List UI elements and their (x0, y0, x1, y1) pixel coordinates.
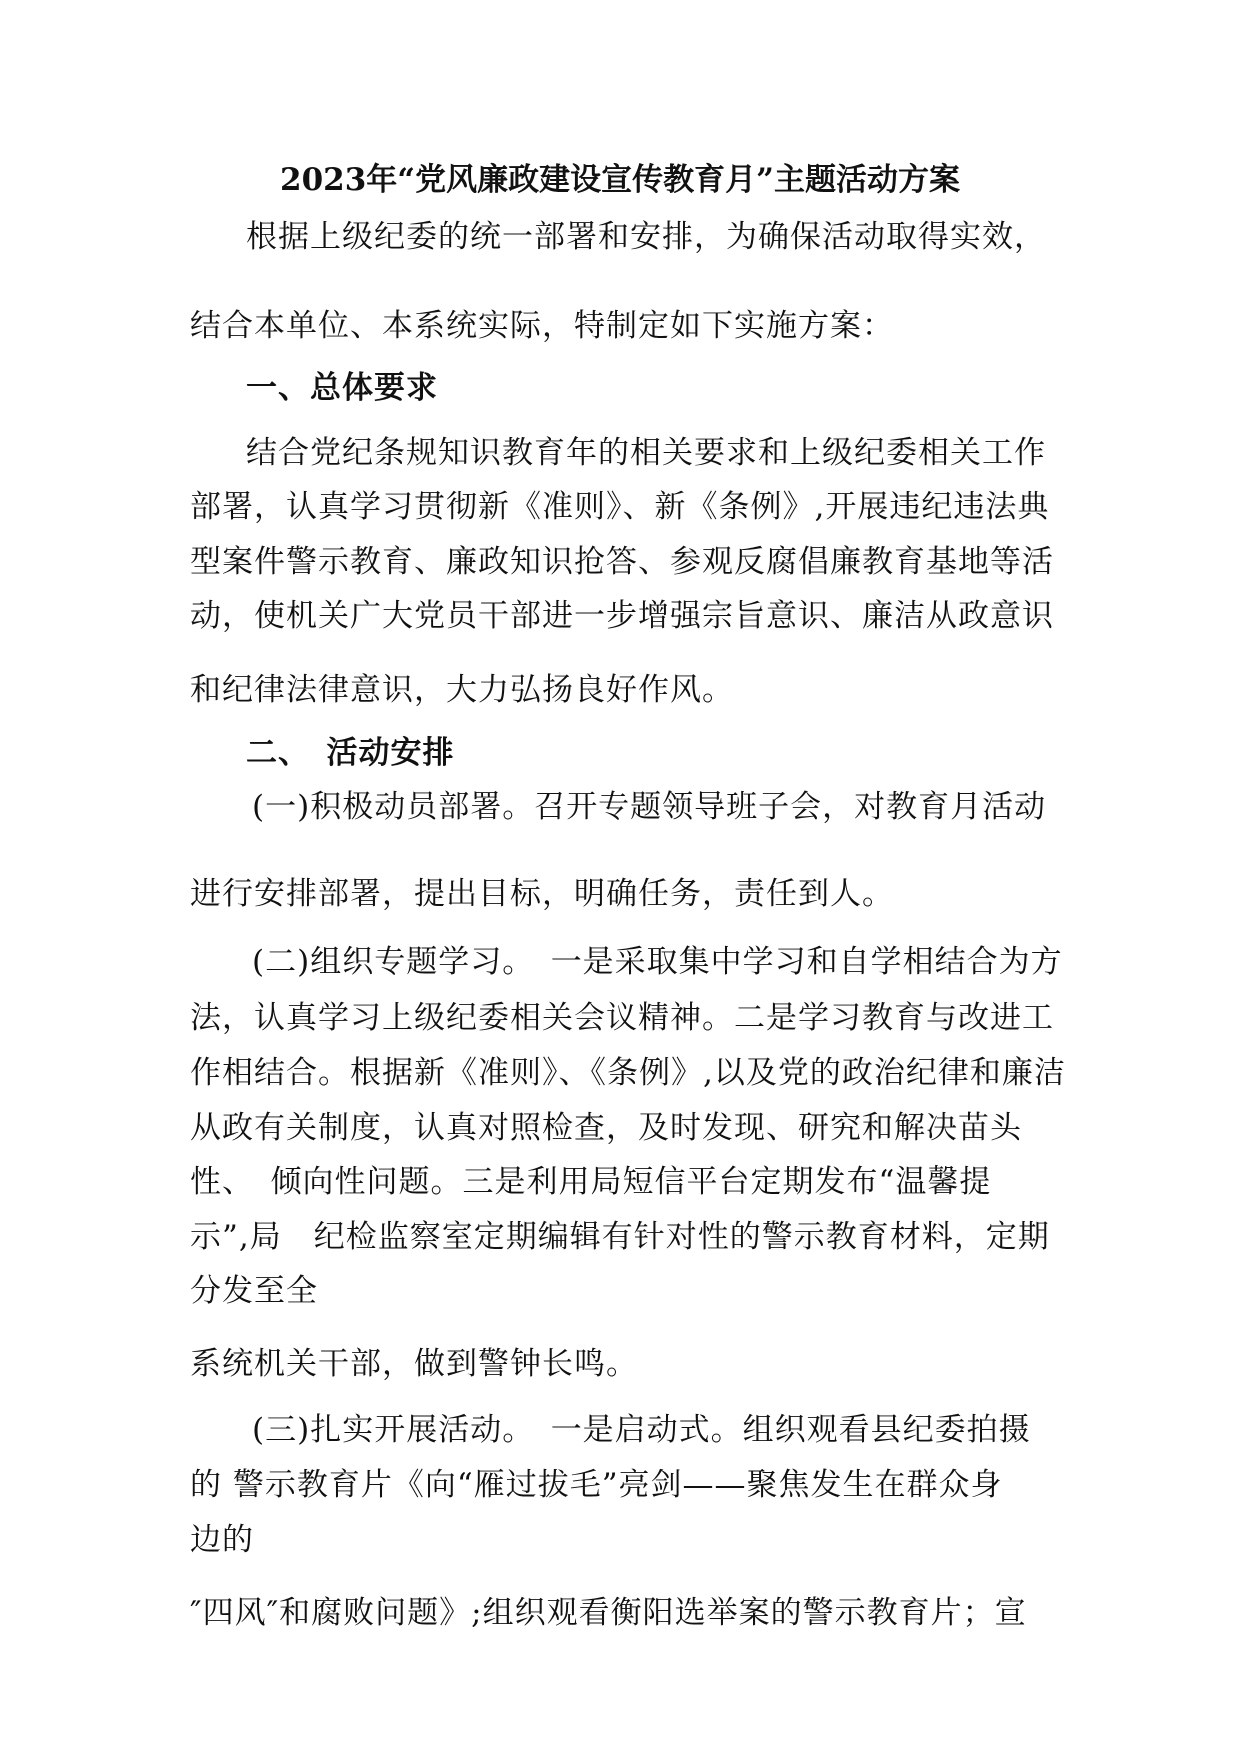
paragraph-line: 动，使机关广大党员干部进一步增强宗旨意识、廉洁从政意识 (190, 598, 1054, 634)
paragraph-line: 结合本单位、本系统实际，特制定如下实施方案： (190, 308, 894, 344)
paragraph-line: 的 警示教育片《向“雁过拔毛”亮剑——聚焦发生在群众身 (190, 1467, 1003, 1503)
paragraph-line: (一)积极动员部署。召开专题领导班子会，对教育月活动 (252, 789, 1047, 825)
paragraph-line: 和纪律法律意识，大力弘扬良好作风。 (190, 672, 734, 708)
paragraph-line: 系统机关干部，做到警钟长鸣。 (190, 1346, 638, 1382)
paragraph-line: 根据上级纪委的统一部署和安排，为确保活动取得实效， (246, 219, 1046, 255)
paragraph-line: 示”,局 纪检监察室定期编辑有针对性的警示教育材料，定期 (190, 1219, 1050, 1255)
paragraph-line: (二)组织专题学习。 一是采取集中学习和自学相结合为方 (252, 944, 1063, 980)
section-heading-overall-requirements: 一、总体要求 (246, 370, 438, 406)
paragraph-line: (三)扎实开展活动。 一是启动式。组织观看县纪委拍摄 (252, 1412, 1031, 1448)
paragraph-line: 进行安排部署，提出目标，明确任务，责任到人。 (190, 876, 894, 912)
section-heading-activity-arrangement: 二、 活动安排 (246, 735, 455, 771)
paragraph-line: 部署，认真学习贯彻新《准则》、新《条例》,开展违纪违法典 (190, 489, 1050, 525)
paragraph-line: 分发至全 (190, 1273, 318, 1309)
paragraph-line: 边的 (190, 1522, 254, 1558)
paragraph-line: 性、 倾向性问题。三是利用局短信平台定期发布“温馨提 (190, 1164, 992, 1200)
document-title: 2023年“党风廉政建设宣传教育月”主题活动方案 (280, 162, 960, 198)
paragraph-line: 型案件警示教育、廉政知识抢答、参观反腐倡廉教育基地等活 (190, 544, 1054, 580)
paragraph-line: 作相结合。根据新《准则》、《条例》,以及党的政治纪律和廉洁 (190, 1055, 1066, 1091)
paragraph-line: ″四风″和腐败问题》;组织观看衡阳选举案的警示教育片；宣 (190, 1595, 1027, 1631)
paragraph-line: 法，认真学习上级纪委相关会议精神。二是学习教育与改进工 (190, 1000, 1054, 1036)
paragraph-line: 结合党纪条规知识教育年的相关要求和上级纪委相关工作 (246, 435, 1046, 471)
paragraph-line: 从政有关制度，认真对照检查，及时发现、研究和解决苗头 (190, 1110, 1022, 1146)
